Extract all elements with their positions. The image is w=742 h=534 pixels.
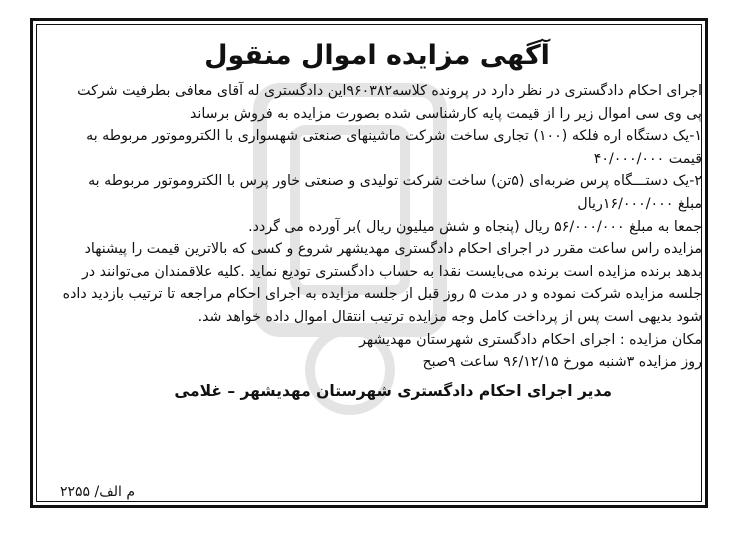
notice-line-8: مزایده راس ساعت مقرر در اجرای احکام دادگستری مهدیشهر شروع و کسی که بالاترین قیمت را پیشنهاد [84,241,702,258]
notice-line-13: روز مزایده ۳شنبه مورخ ۹۶/۱۲/۱۵ ساعت ۹صبح [422,354,702,371]
notice-line-3: ۱-یک دستگاه اره فلکه (۱۰۰) تجاری ساخت شرکت ماشینهای صنعتی شهسواری با الکتروموتور مربوطه به [86,128,702,145]
notice-line-9: بدهد برنده مزایده است برنده می‌بایست نقدا به حساب دادگستری تودیع نماید .کلیه علاقمندان می‌توانند در [81,263,702,280]
ad-number: م الف/ ۲۲۵۵ [60,484,136,500]
notice-line-10: جلسه مزایده شرکت نموده و در مدت ۵ روز قبل از جلسه مزایده به اجرای احکام مراجعه تا ترتیب بازدید داده [62,286,702,303]
notice-line-2: پی وی سی اموال زیر را از قیمت پایه کارشناسی شده بصورت مزایده به فروش برساند [189,105,702,122]
notice-line-6: مبلغ ۱۶/۰۰۰/۰۰۰ریال [577,195,702,212]
notice-body [52,36,702,498]
notice-line-4: قیمت ۴۰/۰۰۰/۰۰۰ [593,150,702,167]
signature-line: مدیر اجرای احکام دادگستری شهرستان مهدیشهر – غلامی [174,381,612,400]
notice-line-11: شود بدیهی است پس از پرداخت کامل وجه مزایده ترتیب انتقال اموال داده خواهد شد. [197,308,702,325]
notice-line-12: مکان مزایده : اجرای احکام دادگستری شهرستان مهدیشهر [359,331,702,348]
notice-line-7: جمعا به مبلغ ۵۶/۰۰۰/۰۰۰ ریال (پنجاه و شش میلیون ریال )بر آورده می گردد. [248,218,702,235]
notice-line-5: ۲-یک دستـــگاه پرس ضربه‌ای (۵تن) ساخت شرکت تولیدی و صنعتی خاور پرس با الکتروموتور مربوطه به [88,173,702,190]
notice-title: آگهی مزایده اموال منقول [204,40,550,71]
notice-line-1: اجرای احکام دادگستری در نظر دارد در پرونده کلاسه۹۶۰۳۸۲این دادگستری له آقای معافی بطرفیت شرکت [77,83,702,99]
